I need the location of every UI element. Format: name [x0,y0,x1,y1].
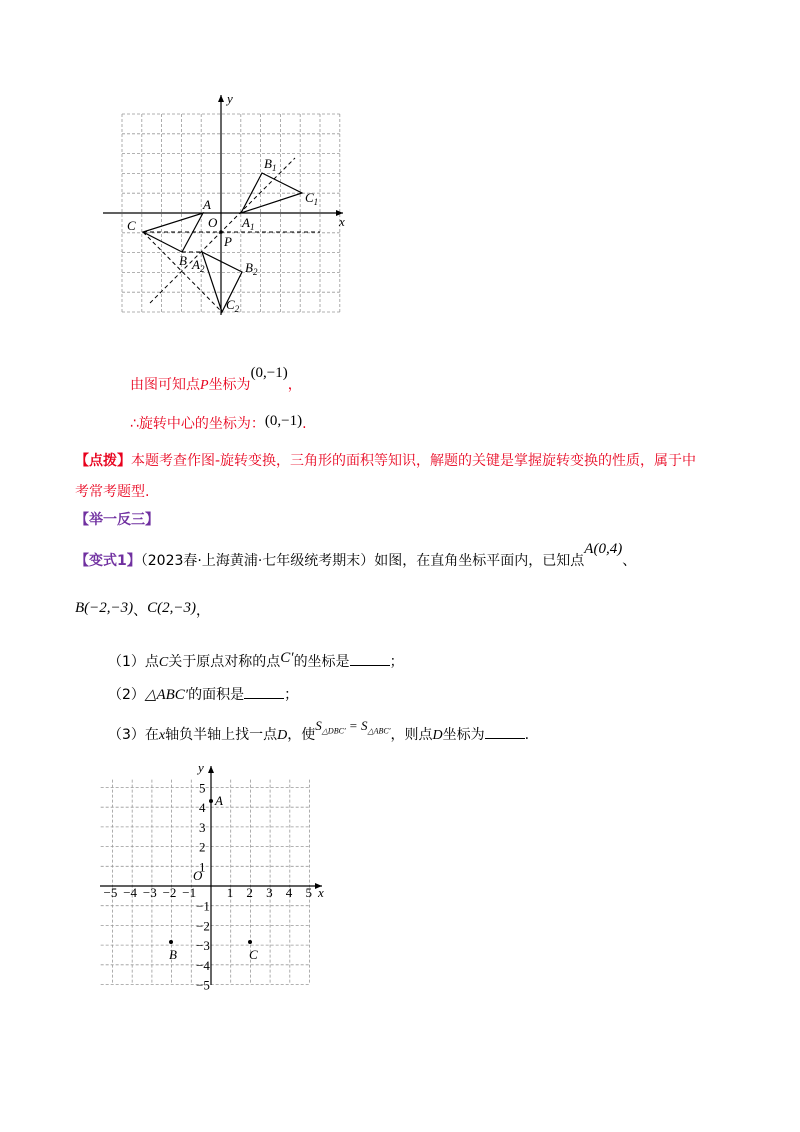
solution-line2-prefix: ∴旋转中心的坐标为： [130,416,265,432]
solution-line1-var: P [200,378,209,393]
y-tick-label: −4 [196,957,210,973]
variant-sep-1: 、 [622,553,637,569]
q2-number: （2） [108,687,145,703]
section-title: 【举一反三】 [75,512,159,528]
q3-text-d: ，则点 [390,727,433,743]
figure1-x-label: x [339,214,345,229]
x-tick-label: 2 [246,885,253,900]
label-B1: $B_1$ [264,156,277,173]
point-C-dot [248,940,252,944]
q1-text-a: 点 [144,654,159,670]
q1-var2: C′ [280,650,294,666]
q3-text-e: 坐标为 [442,727,485,743]
q3-var: x [158,728,166,743]
figure2-label-C: C [249,947,258,962]
variant-sep-2: 、 [133,603,148,619]
q1-text-c: 的坐标是 [293,654,350,670]
point-B-dot [169,940,173,944]
solution-line1-coord: (0,−1) [250,365,288,381]
q3-text-c: ，使 [287,727,316,743]
x-tick-label: −1 [182,885,197,900]
q2-text-a: 的面积是 [188,687,245,703]
y-tick-label: 2 [199,839,206,855]
q1-text-b: 关于原点对称的点 [168,654,281,670]
x-tick-label: 5 [305,885,312,900]
x-tick-label: −4 [123,885,138,900]
variant-end: ， [196,603,211,619]
variant-point-a: A(0,4) [584,541,623,557]
figure2-label-B: B [169,947,177,962]
x-tick-label: 4 [285,885,293,900]
label-B2: $B_2$ [245,260,258,277]
x-tick-label: −3 [142,885,157,900]
tip-text-2: 考常考题型. [75,484,150,500]
y-tick-label: −2 [196,918,210,934]
q3-var3: D [432,728,443,743]
figure2-label-A: A [215,793,223,808]
x-tick-label: −2 [162,885,177,900]
figure2-origin-label: O [193,868,203,883]
y-tick-label: 4 [199,800,206,816]
y-tick-label: 1 [199,859,206,875]
tip-text-1: 本题考查作图-旋转变换，三角形的面积等知识，解题的关键是掌握旋转变换的性质，属于中 [131,453,697,469]
q3-number: （3） [108,727,145,743]
x-tick-label: 1 [226,885,234,900]
q1-end: ； [389,654,404,670]
label-O: O [208,215,218,230]
label-C1: $C_1$ [305,190,319,207]
figure2-y-arrow [208,766,214,773]
point-A-dot [209,799,213,803]
solution-line1-mid: 坐标为 [208,377,251,393]
figure2-x-label: x [318,885,324,900]
label-A: A [203,197,211,212]
variant-source: （2023春·上海黄浦·七年级统考期末）如图，在直角坐标平面内，已知点 [140,553,585,569]
tip-label: 【点拨】 [75,453,131,469]
y-tick-label: 3 [199,819,206,835]
y-tick-label: −3 [196,938,210,954]
solution-line1-end: ， [287,377,302,393]
q3-end: . [524,727,530,743]
solution-line2-coord: (0,−1) [264,413,303,429]
label-C: C [127,218,136,233]
figure1-y-label: y [227,91,233,106]
x-tick-label: 3 [266,885,273,900]
figure2-y-label: y [198,760,204,775]
q3-text-b: 轴负半轴上找一点 [165,727,278,743]
q3-text-a: 在 [144,727,159,743]
x-tick-label: −5 [103,885,118,900]
solution-line1-prefix: 由图可知点 [130,377,200,393]
variant-point-c: C(2,−3) [147,600,197,616]
label-A2: $A_2$ [192,257,205,274]
label-P: P [224,234,232,249]
variant-label: 【变式1】 [75,553,141,569]
label-A1: $A_1$ [242,215,255,232]
label-C2: $C_2$ [226,297,240,314]
y-tick-label: 5 [199,780,206,796]
y-tick-label: −1 [196,898,210,914]
q3-var2: D [277,728,288,743]
label-B: B [179,253,187,268]
solution-line2-end: . [302,416,307,432]
q2-triangle: △ABC′ [144,687,189,703]
q1-number: （1） [108,654,145,670]
q1-var: C [158,655,169,670]
y-tick-label: −5 [196,977,210,993]
q3-formula: $S_{\triangle DBC'} = S_{\triangle ABC'}$ [315,718,391,736]
variant-point-b: B(−2,−3) [75,600,134,616]
q2-end: ； [284,687,299,703]
